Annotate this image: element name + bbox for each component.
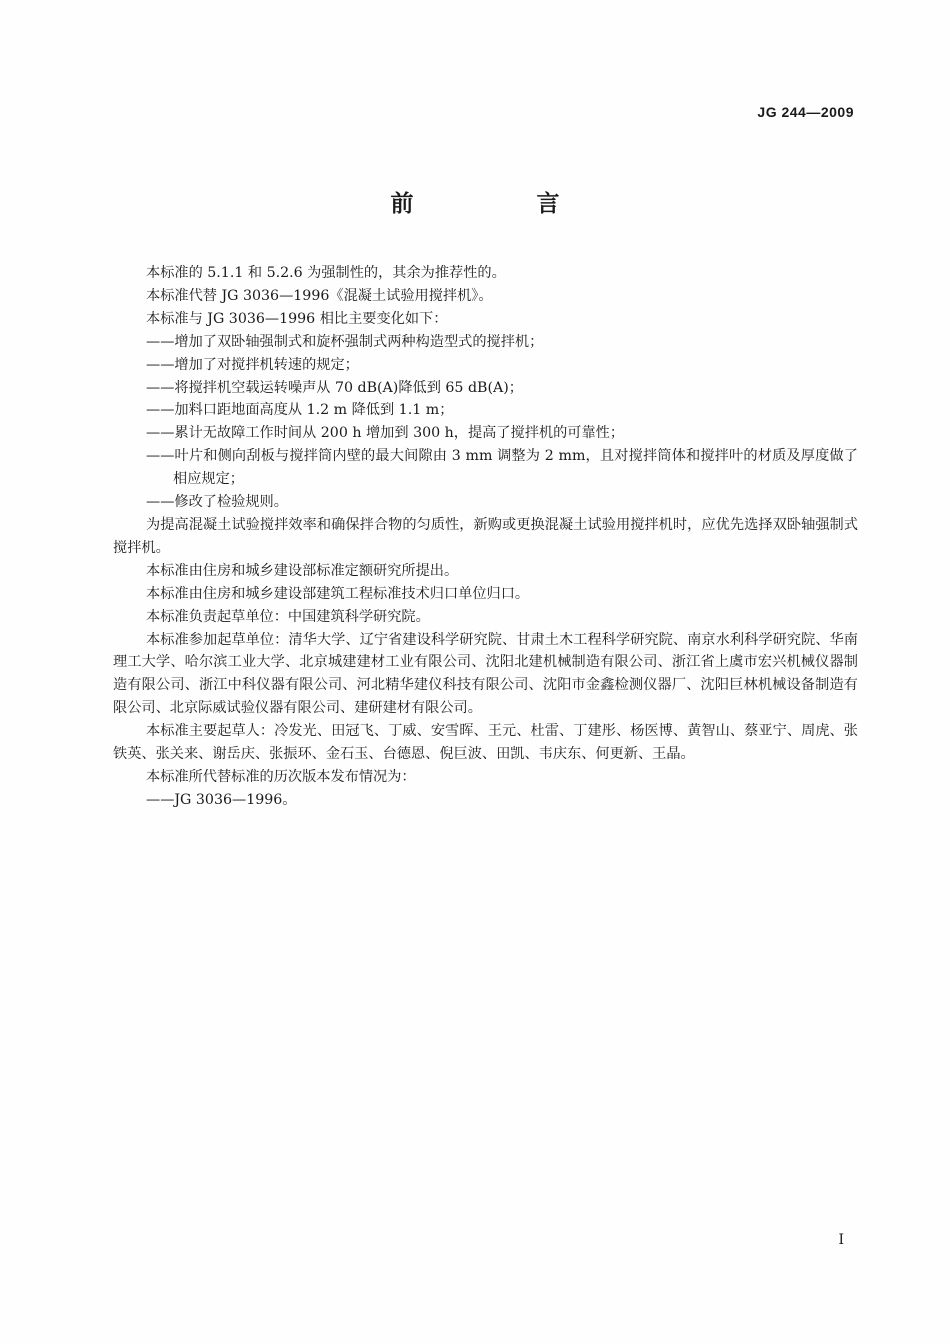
standard-code: JG 244—2009	[757, 104, 854, 120]
document-body	[113, 262, 858, 812]
paragraph-mandatory-clauses: 本标准的 5.1.1 和 5.2.6 为强制性的，其余为推荐性的。	[146, 265, 506, 281]
paragraph-administered-by: 本标准由住房和城乡建设部建筑工程标准技术归口单位归口。	[146, 585, 530, 602]
paragraph-main-drafters: 本标准主要起草人：冷发光、田冠飞、丁威、安雪晖、王元、杜雷、丁建彤、杨医博、黄智山、蔡亚宁、周虎、张铁英、张关来、谢岳庆、张振环、金石玉、台德恩、倪巨波、田凯、韦庆东、何更新、王晶。	[113, 723, 858, 763]
change-item: ——叶片和侧向刮板与搅拌筒内壁的最大间隙由 3 mm 调整为 2 mm，且对搅拌筒体和搅拌叶的材质及厚度做了相应规定；	[146, 448, 858, 488]
page-number: I	[838, 1232, 844, 1248]
page-title: 前 言	[390, 191, 610, 217]
paragraph-recommendation: 为提高混凝土试验搅拌效率和确保拌合物的匀质性，新购或更换混凝土试验用搅拌机时，应优先选择双卧轴强制式搅拌机。	[113, 516, 858, 556]
change-item: ——累计无故障工作时间从 200 h 增加到 300 h，提高了搅拌机的可靠性；	[146, 425, 625, 442]
paragraph-proposed-by: 本标准由住房和城乡建设部标准定额研究所提出。	[146, 562, 459, 579]
paragraph-version-history: 本标准所代替标准的历次版本发布情况为：	[146, 768, 416, 785]
paragraph-replaces: 本标准代替 JG 3036—1996《混凝土试验用搅拌机》。	[146, 287, 493, 304]
paragraph-lead-drafter: 本标准负责起草单位：中国建筑科学研究院。	[146, 608, 430, 625]
paragraph-main-changes: 本标准与 JG 3036—1996 相比主要变化如下：	[146, 310, 448, 327]
change-item: ——加料口距地面高度从 1.2 m 降低到 1.1 m；	[146, 402, 454, 419]
change-item: ——将搅拌机空载运转噪声从 70 dB(A)降低到 65 dB(A)；	[146, 379, 523, 396]
history-item: ——JG 3036—1996。	[146, 791, 297, 808]
change-item: ——增加了对搅拌机转速的规定；	[146, 356, 359, 373]
paragraph-participating-drafters: 本标准参加起草单位：清华大学、辽宁省建设科学研究院、甘肃土木工程科学研究院、南京水利科学研究院、华南理工大学、哈尔滨工业大学、北京城建建材工业有限公司、沈阳北建机械制造有限公司、浙江省上虞市宏兴机械仪器制造有限公司、浙江中科仪器有限公司、河北精华建仪科技有限公司、沈阳市金鑫检测仪器厂、沈阳巨林机械设备制造有限公司、北京际威试验仪器有限公司、建研建材有限公司。	[113, 631, 858, 717]
change-item: ——修改了检验规则。	[146, 494, 288, 511]
change-item: ——增加了双卧轴强制式和旋杯强制式两种构造型式的搅拌机；	[146, 333, 544, 350]
